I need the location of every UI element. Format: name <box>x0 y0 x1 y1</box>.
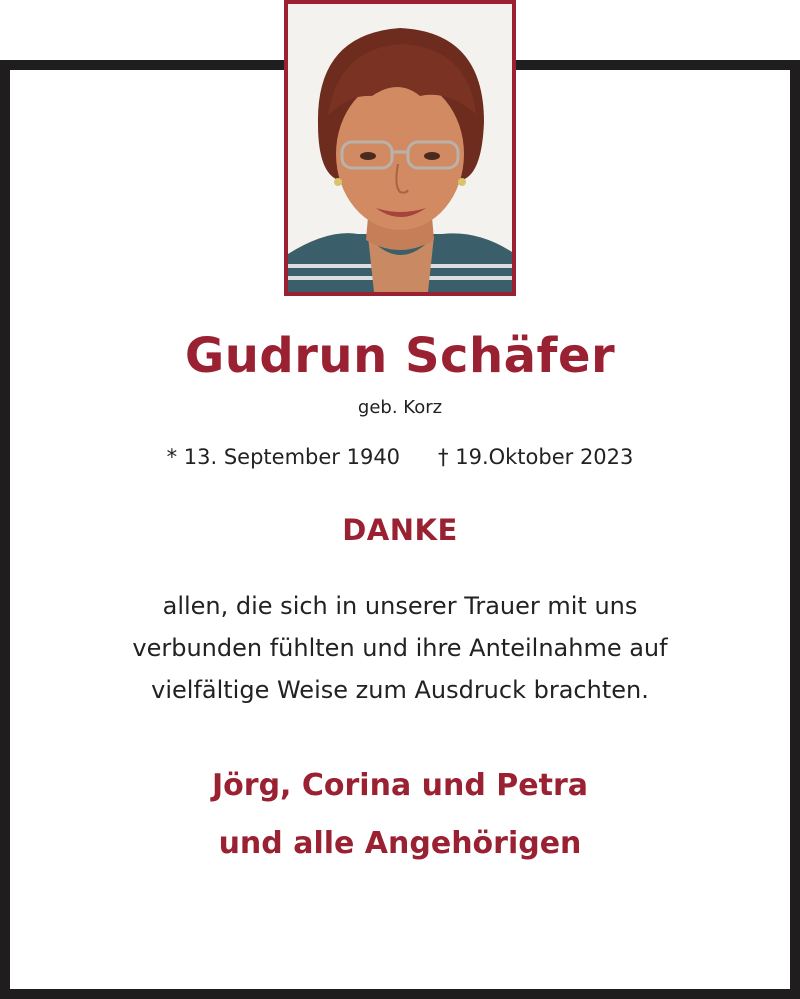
message-line: allen, die sich in unserer Trauer mit uns <box>162 592 638 620</box>
signature <box>0 757 800 873</box>
signature-line: Jörg, Corina und Petra <box>212 768 588 803</box>
death-date: † 19.Oktober 2023 <box>438 445 634 469</box>
maiden-name: geb. Korz <box>357 397 443 418</box>
message-line: verbunden fühlten und ihre Anteilnahme auf <box>132 634 668 662</box>
thanks-heading: DANKE <box>342 513 458 547</box>
signature-line: und alle Angehörigen <box>218 826 582 861</box>
life-dates <box>0 445 800 469</box>
birth-date: * 13. September 1940 <box>166 445 401 469</box>
message-line: vielfältige Weise zum Ausdruck brachten. <box>151 676 649 704</box>
portrait-photo <box>284 0 516 296</box>
portrait-image <box>288 4 512 292</box>
deceased-name: Gudrun Schäfer <box>184 328 616 384</box>
thanks-message <box>0 585 800 711</box>
